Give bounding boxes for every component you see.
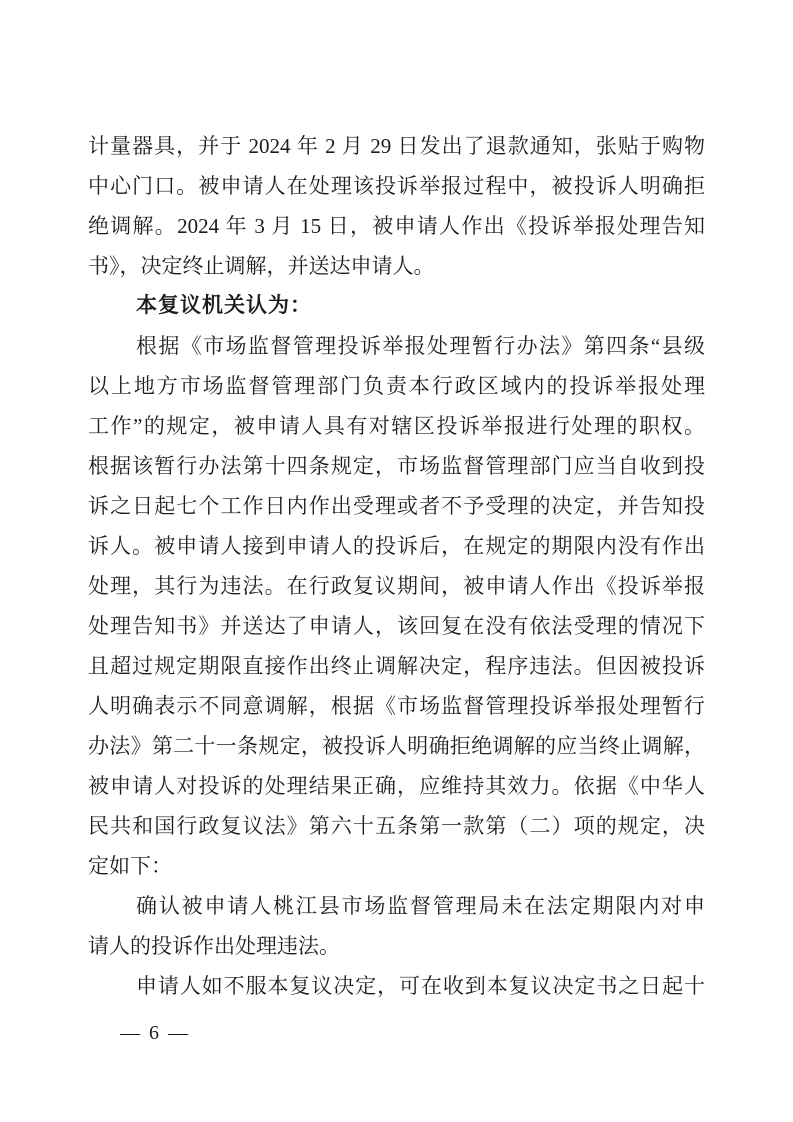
text-line: 被申请人对投诉的处理结果正确，应维持其效力。依据《中华人 — [88, 774, 705, 798]
text-line: 办法》第二十一条规定，被投诉人明确拒绝调解的应当终止调解， — [88, 734, 705, 758]
text-line: 书》，决定终止调解，并送达申请人。 — [88, 254, 435, 278]
text-line: 根据该暂行办法第十四条规定，市场监督管理部门应当自收到投 — [88, 454, 705, 478]
text-line: 确认被申请人桃江县市场监督管理局未在法定期限内对申 — [136, 894, 705, 918]
text-line: 处理，其行为违法。在行政复议期间，被申请人作出《投诉举报 — [88, 574, 705, 598]
document-body — [88, 126, 705, 1006]
text-line: 处理告知书》并送达了申请人，该回复在没有依法受理的情况下 — [88, 614, 705, 638]
text-line: 请人的投诉作出处理违法。 — [88, 934, 340, 958]
text-line: 中心门口。被申请人在处理该投诉举报过程中，被投诉人明确拒 — [88, 174, 705, 198]
page-number: — 6 — — [120, 1022, 190, 1044]
text-line: 以上地方市场监督管理部门负责本行政区域内的投诉举报处理 — [88, 374, 705, 398]
text-line: 民共和国行政复议法》第六十五条第一款第（二）项的规定，决 — [88, 814, 705, 838]
heading-line: 本复议机关认为： — [136, 294, 312, 317]
text-line: 计量器具，并于 2024 年 2 月 29 日发出了退款通知，张贴于购物 — [88, 134, 705, 158]
text-line: 根据《市场监督管理投诉举报处理暂行办法》第四条“县级 — [136, 334, 705, 358]
text-line: 且超过规定期限直接作出终止调解决定，程序违法。但因被投诉 — [88, 654, 705, 678]
text-line: 绝调解。2024 年 3 月 15 日，被申请人作出《投诉举报处理告知 — [88, 214, 705, 238]
text-line: 申请人如不服本复议决定，可在收到本复议决定书之日起十 — [136, 974, 705, 998]
text-line: 人明确表示不同意调解，根据《市场监督管理投诉举报处理暂行 — [88, 694, 705, 718]
text-line: 工作”的规定，被申请人具有对辖区投诉举报进行处理的职权。 — [88, 414, 705, 438]
text-line: 定如下： — [88, 854, 172, 878]
text-line: 诉人。被申请人接到申请人的投诉后，在规定的期限内没有作出 — [88, 534, 705, 558]
text-line: 诉之日起七个工作日内作出受理或者不予受理的决定，并告知投 — [88, 494, 705, 518]
